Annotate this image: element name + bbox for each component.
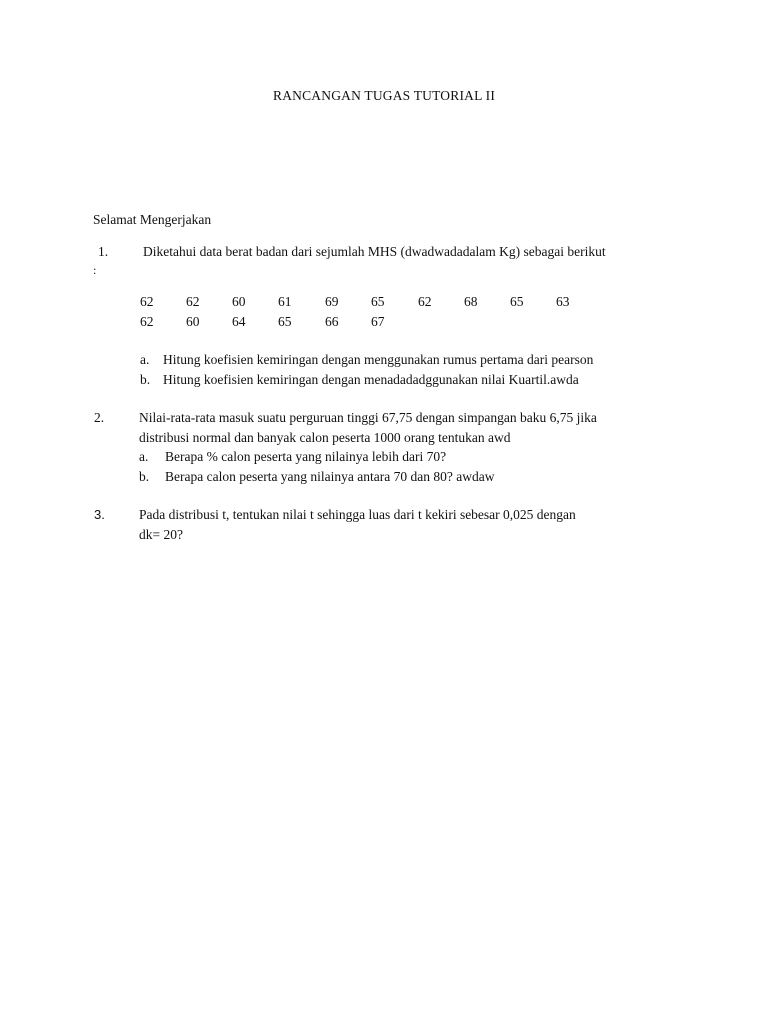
question-2a-text: Berapa % calon peserta yang nilainya lebih dari 70? — [165, 449, 447, 464]
data-value: 67 — [371, 314, 385, 329]
data-value: 65 — [510, 294, 524, 309]
question-1a-letter: a. — [140, 352, 150, 367]
question-3-line-1: Pada distribusi t, tentukan nilai t sehingga luas dari t kekiri sebesar 0,025 dengan — [139, 507, 576, 522]
data-value: 64 — [232, 314, 246, 329]
question-2a-letter: a. — [139, 449, 149, 464]
greeting-text: Selamat Mengerjakan — [93, 212, 212, 227]
data-value: 69 — [325, 294, 339, 309]
question-1-colon: : — [93, 263, 97, 277]
document-title: RANCANGAN TUGAS TUTORIAL II — [272, 88, 496, 103]
data-value: 61 — [278, 294, 292, 309]
data-value: 62 — [186, 294, 200, 309]
question-1b-letter: b. — [140, 372, 151, 387]
question-2-number: 2. — [94, 410, 105, 425]
question-1-number: 1. — [98, 244, 109, 259]
data-value: 60 — [232, 294, 246, 309]
data-value: 62 — [140, 294, 154, 309]
question-2-line-2: distribusi normal dan banyak calon peserta 1000 orang tentukan awd — [139, 430, 511, 445]
question-2b-letter: b. — [139, 469, 150, 484]
data-value: 66 — [325, 314, 339, 329]
question-1-text: Diketahui data berat badan dari sejumlah MHS (dwadwadadalam Kg) sebagai berikut — [143, 244, 606, 259]
data-value: 62 — [418, 294, 432, 309]
question-2-line-1: Nilai-rata-rata masuk suatu perguruan tinggi 67,75 dengan simpangan baku 6,75 jika — [139, 410, 597, 425]
question-3-number: 3. — [94, 507, 105, 522]
data-value: 65 — [371, 294, 385, 309]
data-value: 62 — [140, 314, 154, 329]
data-value: 60 — [186, 314, 200, 329]
data-value: 65 — [278, 314, 292, 329]
question-3-line-2: dk= 20? — [139, 527, 183, 542]
data-value: 68 — [464, 294, 478, 309]
question-1b-text: Hitung koefisien kemiringan dengan menadadadggunakan nilai Kuartil.awda — [163, 372, 579, 387]
question-1a-text: Hitung koefisien kemiringan dengan menggunakan rumus pertama dari pearson — [163, 352, 594, 367]
data-value: 63 — [556, 294, 570, 309]
question-2b-text: Berapa calon peserta yang nilainya antara 70 dan 80? awdaw — [165, 469, 495, 484]
